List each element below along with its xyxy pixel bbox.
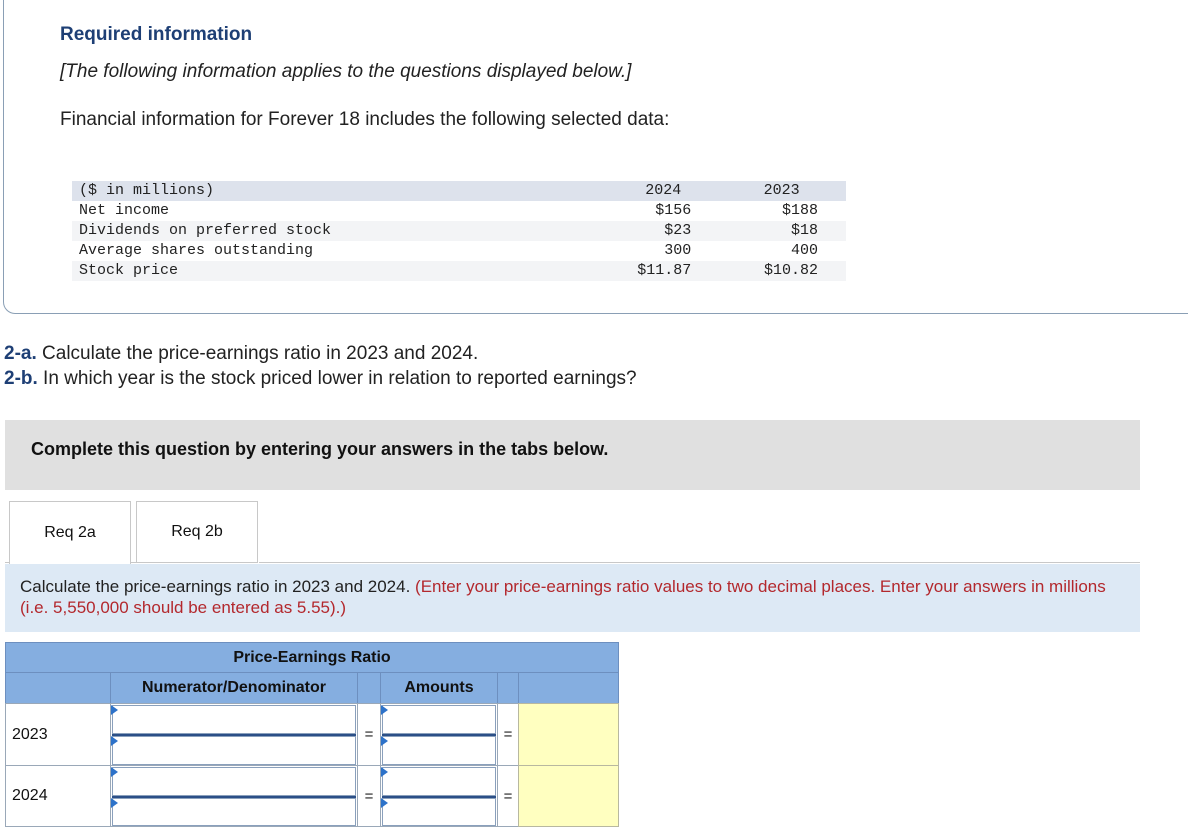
value-2024: 300 (664, 242, 692, 259)
tab-divider-mid (131, 562, 136, 563)
pe-ratio-table (5, 642, 619, 827)
table-header-row (72, 181, 846, 201)
value-2024: $11.87 (609, 261, 717, 281)
table-row (72, 241, 846, 261)
amounts-cell-2024 (380, 765, 498, 827)
value-2024: $156 (655, 202, 692, 219)
tab-req-2b[interactable]: Req 2b (136, 501, 258, 563)
pe-result-input-2024[interactable] (518, 765, 619, 827)
pe-header-amounts: Amounts (380, 672, 498, 704)
tab-req-2a[interactable]: Req 2a (9, 501, 131, 564)
table-row (72, 221, 846, 241)
amounts-cell-2023 (380, 703, 498, 766)
instructions-main: Calculate the price-earnings ratio in 2023 and 2024. (20, 577, 416, 596)
value-2023: $10.82 (717, 261, 846, 281)
col-header-2023: 2023 (717, 181, 846, 201)
value-2024: $23 (609, 221, 717, 241)
amount-numerator-input-2023[interactable] (382, 705, 496, 734)
dropdown-arrow-icon (111, 736, 118, 746)
dropdown-arrow-icon (381, 798, 388, 808)
amount-numerator-input-2024[interactable] (382, 767, 496, 796)
row-label-2024: 2024 (5, 765, 111, 827)
question-2b (4, 368, 637, 390)
equals-sign: = (357, 765, 381, 827)
col-header-2024: 2024 (609, 181, 717, 201)
instructions-note: (Enter your price-earnings ratio values to two decimal places. Enter your answers in millions (i.e. 5,550,000 should be entered as 5.55).) (20, 577, 1106, 617)
unit-label: ($ in millions) (72, 181, 609, 201)
pe-header-blank (5, 672, 111, 704)
financial-data-table (72, 181, 846, 281)
numerator-input-2023[interactable] (112, 705, 356, 734)
pe-table-title: Price-Earnings Ratio (5, 642, 619, 673)
denominator-input-2024[interactable] (112, 798, 356, 826)
question-2b-text: In which year is the stock priced lower in relation to reported earnings? (37, 368, 637, 389)
amount-denominator-input-2024[interactable] (382, 798, 496, 826)
amount-denominator-input-2023[interactable] (382, 736, 496, 765)
question-2b-number: 2-b. (4, 368, 38, 389)
row-label: Stock price (72, 261, 609, 281)
dropdown-arrow-icon (381, 736, 388, 746)
complete-question-text: Complete this question by entering your answers in the tabs below. (31, 439, 609, 459)
required-info-note: [The following information applies to the questions displayed below.] (60, 61, 632, 82)
tab-divider-left (5, 562, 9, 563)
dropdown-arrow-icon (381, 767, 388, 777)
row-label: Dividends on preferred stock (72, 221, 609, 241)
question-2a-number: 2-a. (4, 343, 37, 364)
dropdown-arrow-icon (111, 798, 118, 808)
row-label: Average shares outstanding (79, 242, 314, 259)
pe-header-numden: Numerator/Denominator (110, 672, 358, 704)
instructions-box (5, 564, 1140, 632)
intro-text: Financial information for Forever 18 includes the following selected data: (60, 109, 670, 130)
pe-header-eq2-blank (497, 672, 519, 704)
numerator-input-2024[interactable] (112, 767, 356, 796)
equals-sign: = (357, 703, 381, 766)
dropdown-arrow-icon (381, 705, 388, 715)
tab-divider (259, 562, 1140, 563)
required-info-title: Required information (60, 24, 253, 45)
numden-cell-2024 (110, 765, 358, 827)
table-row (72, 201, 846, 221)
numden-cell-2023 (110, 703, 358, 766)
complete-question-banner (5, 420, 1140, 490)
denominator-input-2023[interactable] (112, 736, 356, 765)
value-2023: 400 (790, 242, 818, 259)
fraction-line (382, 734, 496, 736)
dropdown-arrow-icon (111, 767, 118, 777)
value-2023: $188 (781, 202, 818, 219)
row-label-2023: 2023 (5, 703, 111, 766)
dropdown-arrow-icon (111, 705, 118, 715)
equals-sign: = (497, 703, 519, 766)
question-2a (4, 343, 478, 365)
fraction-line (112, 734, 356, 736)
fraction-line (112, 796, 356, 798)
pe-header-eq-blank (357, 672, 381, 704)
pe-header-result-blank (518, 672, 619, 704)
question-2a-text: Calculate the price-earnings ratio in 2023 and 2024. (36, 343, 479, 364)
table-row (72, 261, 846, 281)
equals-sign: = (497, 765, 519, 827)
value-2023: $18 (717, 221, 846, 241)
row-label: Net income (79, 202, 170, 219)
fraction-line (382, 796, 496, 798)
pe-result-input-2023[interactable] (518, 703, 619, 766)
